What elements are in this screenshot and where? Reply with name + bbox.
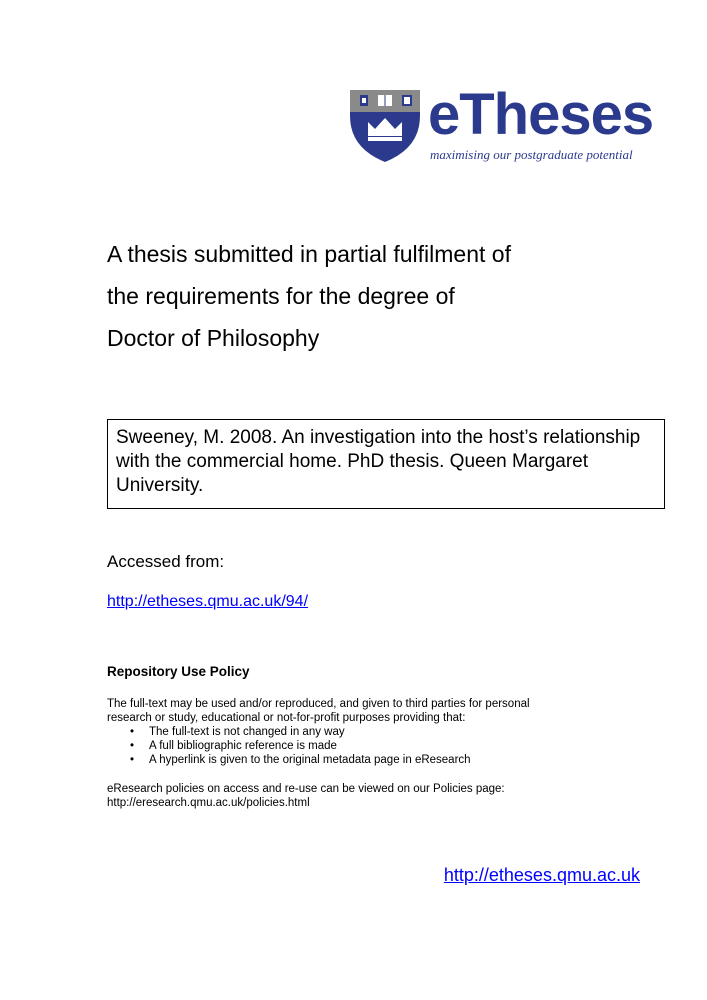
thesis-url-link[interactable]: http://etheses.qmu.ac.uk/94/ xyxy=(107,593,309,610)
policy-body xyxy=(107,697,567,767)
shield-crest-icon xyxy=(348,86,428,164)
policy-footer-line: http://eresearch.qmu.ac.uk/policies.html xyxy=(107,797,310,809)
citation-line: with the commercial home. PhD thesis. Queen Margaret xyxy=(116,451,589,472)
policy-intro-line: The full-text may be used and/or reproduced, and given to third parties for personal xyxy=(107,698,530,710)
policy-footer xyxy=(107,782,607,810)
policy-bullet: • The full-text is not changed in any way xyxy=(149,725,567,739)
thesis-title xyxy=(107,233,511,359)
etheses-home-link[interactable]: http://etheses.qmu.ac.uk xyxy=(443,865,640,885)
etheses-logo xyxy=(348,82,668,164)
accessed-label: Accessed from: xyxy=(107,552,225,571)
citation-line: Sweeney, M. 2008. An investigation into the host’s relationship xyxy=(116,427,641,448)
title-line: the requirements for the degree of xyxy=(107,283,455,309)
title-line: Doctor of Philosophy xyxy=(107,325,320,351)
citation-line: University. xyxy=(116,475,204,496)
citation-box xyxy=(107,419,665,509)
policy-heading: Repository Use Policy xyxy=(107,664,250,679)
policy-footer-line: eResearch policies on access and re-use can be viewed on our Policies page: xyxy=(107,783,505,795)
book-icon xyxy=(378,95,392,106)
policy-bullets xyxy=(107,725,567,767)
logo-wordmark: eTheses xyxy=(428,82,654,147)
logo-tagline: maximising our postgraduate potential xyxy=(430,147,633,162)
title-line: A thesis submitted in partial fulfilment of xyxy=(107,241,511,267)
thistle-icon xyxy=(360,95,368,106)
policy-bullet: • A hyperlink is given to the original metadata page in eResearch xyxy=(149,753,567,767)
policy-intro-line: research or study, educational or not-for-profit purposes providing that: xyxy=(107,712,466,724)
policy-bullet: • A full bibliographic reference is made xyxy=(149,739,567,753)
